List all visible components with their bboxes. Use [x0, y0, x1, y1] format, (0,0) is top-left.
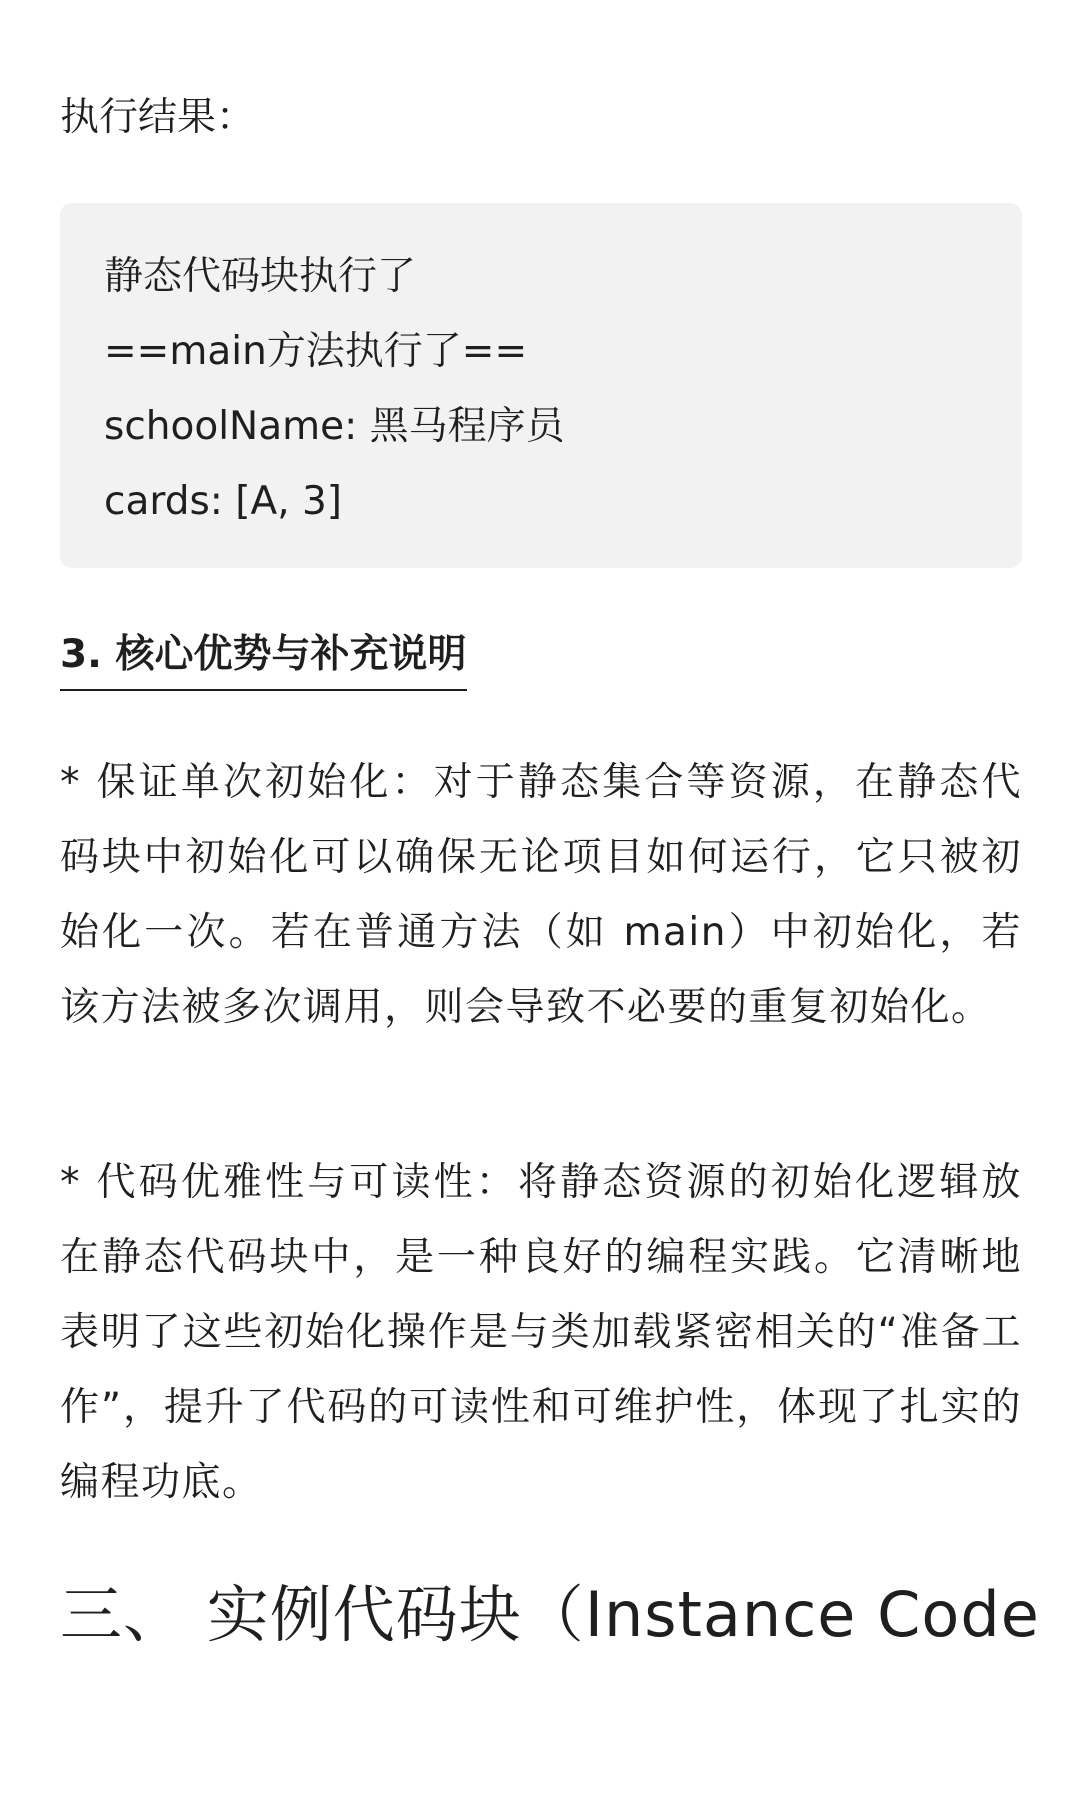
code-line: schoolName: 黑马程序员 [104, 404, 565, 449]
code-line: ==main方法执行了== [104, 329, 528, 374]
code-output-block [60, 203, 1022, 568]
chapter-heading: 三、 实例代码块（Instance Code [60, 1578, 1040, 1651]
code-line: cards: [A, 3] [104, 479, 343, 524]
bullet-paragraph: * 保证单次初始化：对于静态集合等资源，在静态代码块中初始化可以确保无论项目如何运行，它只被初始化一次。若在普通方法（如 main）中初始化，若该方法被多次调用，则会导致不必要的重复初始化。 [60, 760, 1022, 1030]
section-heading: 3. 核心优势与补充说明 [60, 625, 467, 691]
bullet-paragraph: * 代码优雅性与可读性：将静态资源的初始化逻辑放在静态代码块中，是一种良好的编程实践。它清晰地表明了这些初始化操作是与类加载紧密相关的“准备工作”，提升了代码的可读性和可维护性，体现了扎实的编程功底。 [60, 1160, 1022, 1505]
result-label: 执行结果： [60, 95, 256, 140]
code-line: 静态代码块执行了 [104, 254, 417, 299]
